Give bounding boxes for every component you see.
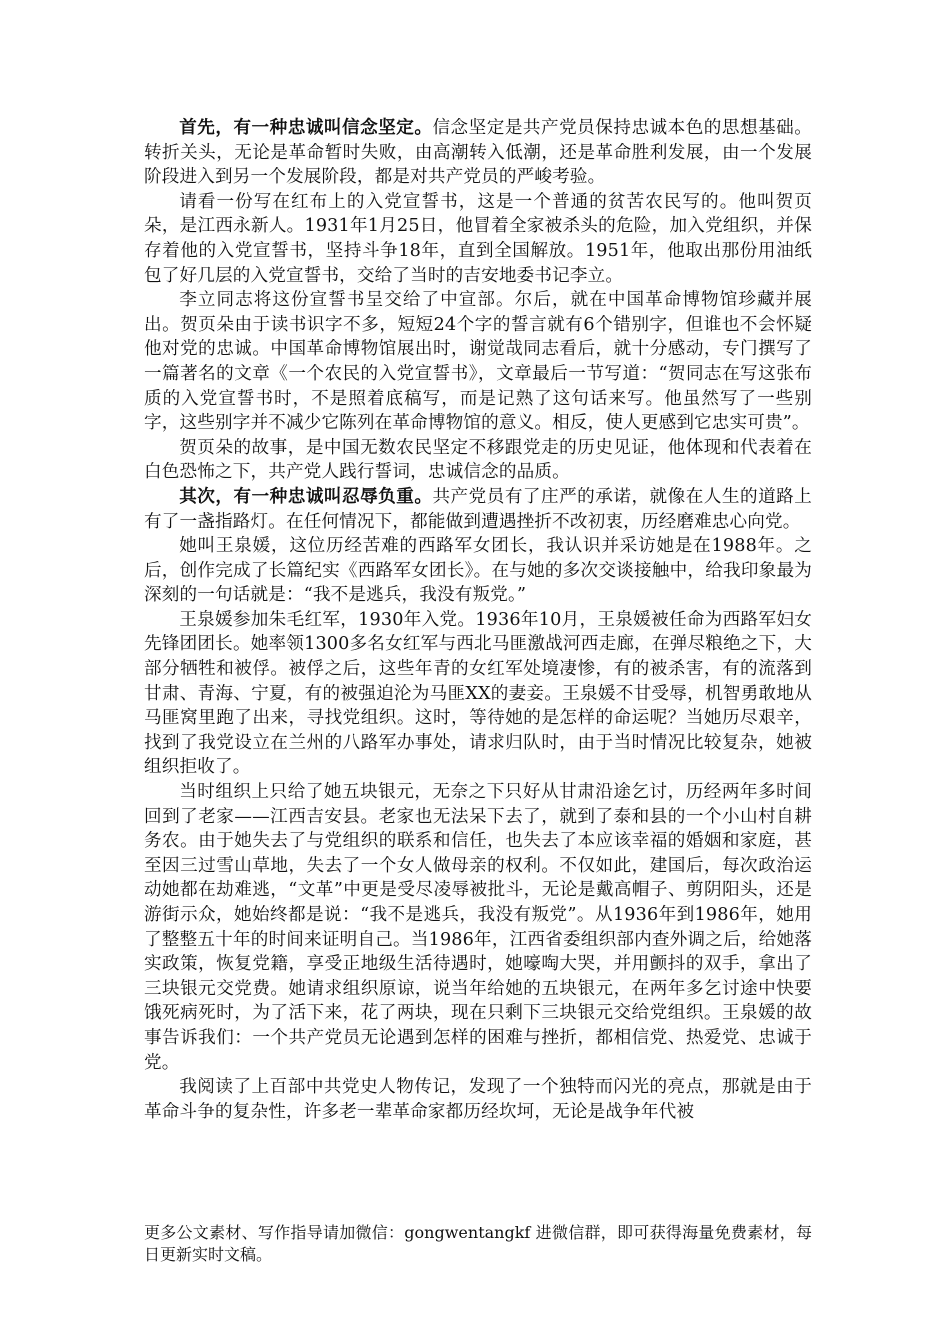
paragraph-lead-heading: 其次，有一种忠诚叫忍辱负重。	[179, 485, 433, 507]
paragraph-text: 共产党员有了庄严的承诺，就像在人生的道路上有了一盏指路灯。在任何情况下，都能做到遭遇挫折不改初衷，历经磨难忠心向党。	[144, 486, 812, 532]
paragraph-text: 我阅读了上百部中共党史人物传记，发现了一个独特而闪光的亮点，那就是由于革命斗争的复杂性，许多老一辈革命家都历经坎坷，无论是战争年代被	[144, 1077, 812, 1122]
paragraph	[144, 485, 812, 534]
paragraph-text: 贺页朵的故事，是中国无数农民坚定不移跟党走的历史见证，他体现和代表着在白色恐怖之下，共产党人践行誓词，忠诚信念的品质。	[144, 437, 812, 483]
paragraph	[144, 116, 812, 190]
paragraph	[144, 608, 812, 780]
paragraph	[144, 190, 812, 288]
paragraph	[144, 288, 812, 436]
paragraph	[144, 436, 812, 485]
paragraph-text: 请看一份写在红布上的入党宣誓书，这是一个普通的贫苦农民写的。他叫贺页朵，是江西永新人。1931年1月25日，他冒着全家被杀头的危险，加入党组织，并保存着他的入党宣誓书，坚持斗争18年，直到全国解放。1951年，他取出那份用油纸包了好几层的入党宣誓书，交给了当时的吉安地委书记李立。	[144, 191, 812, 286]
paragraph-text: 信念坚定是共产党员保持忠诚本色的思想基础。转折关头，无论是革命暂时失败，由高潮转入低潮，还是革命胜利发展，由一个发展阶段进入到另一个发展阶段，都是对共产党员的严峻考验。	[144, 118, 812, 188]
paragraph	[144, 780, 812, 1075]
paragraph-text: 她叫王泉媛，这位历经苦难的西路军女团长，我认识并采访她是在1988年。之后，创作完成了长篇纪实《西路军女团长》。在与她的多次交谈接触中，给我印象最为深刻的一句话就是：“我不是逃兵，我没有叛党。”	[144, 536, 812, 606]
paragraph-text: 王泉媛参加朱毛红军，1930年入党。1936年10月，王泉媛被任命为西路军妇女先锋团团长。她率领1300多名女红军与西北马匪激战河西走廊，在弹尽粮绝之下，大部分牺牲和被俘。被俘之后，这些年青的女红军处境凄惨，有的被杀害，有的流落到甘肃、青海、宁夏，有的被强迫沦为马匪XX的妻妾。王泉媛不甘受辱，机智勇敢地从马匪窝里跑了出来，寻找党组织。这时，等待她的是怎样的命运呢？当她历尽艰辛，找到了我党设立在兰州的八路军办事处，请求归队时，由于当时情况比较复杂，她被组织拒收了。	[144, 609, 812, 778]
paragraph	[144, 534, 812, 608]
document-body	[144, 116, 812, 1124]
paragraph-lead-heading: 首先，有一种忠诚叫信念坚定。	[179, 117, 433, 138]
paragraph-text: 李立同志将这份宣誓书呈交给了中宣部。尔后，就在中国革命博物馆珍藏并展出。贺页朵由于读书识字不多，短短24个字的誓言就有6个错别字，但谁也不会怀疑他对党的忠诚。中国革命博物馆展出时，谢觉哉同志看后，就十分感动，专门撰写了一篇著名的文章《一个农民的入党宣誓书》，文章最后一节写道：“贺同志在写这张布质的入党宣誓书时，不是照着底稿写，而是记熟了这句话来写。他虽然写了一些别字，这些别字并不减少它陈列在革命博物馆的意义。相反，使人更感到它忠实可贵”。	[144, 290, 812, 434]
paragraph	[144, 1075, 812, 1124]
page-footer: 更多公文素材、写作指导请加微信：gongwentangkf 进微信群，即可获得海量免费素材，每日更新实时文稿。	[144, 1223, 812, 1264]
paragraph-text: 当时组织上只给了她五块银元，无奈之下只好从甘肃沿途乞讨，历经两年多时间回到了老家——江西吉安县。老家也无法呆下去了，就到了泰和县的一个小山村自耕务农。由于她失去了与党组织的联系和信任，也失去了本应该幸福的婚姻和家庭，甚至因三过雪山草地，失去了一个女人做母亲的权利。不仅如此，建国后，每次政治运动她都在劫难逃，“文革”中更是受尽凌辱被批斗，无论是戴高帽子、剪阴阳头，还是游街示众，她始终都是说：“我不是逃兵，我没有叛党”。从1936年到1986年，她用了整整五十年的时间来证明自己。当1986年，江西省委组织部内查外调之后，给她落实政策，恢复党籍，享受正地级生活待遇时，她嚎啕大哭，并用颤抖的双手，拿出了三块银元交党费。她请求组织原谅，说当年给她的五块银元，在两年多乞讨途中快要饿死病死时，为了活下来，花了两块，现在只剩下三块银元交给党组织。王泉媛的故事告诉我们：一个共产党员无论遇到怎样的困难与挫折，都相信党、热爱党、忠诚于党。	[144, 782, 812, 1073]
